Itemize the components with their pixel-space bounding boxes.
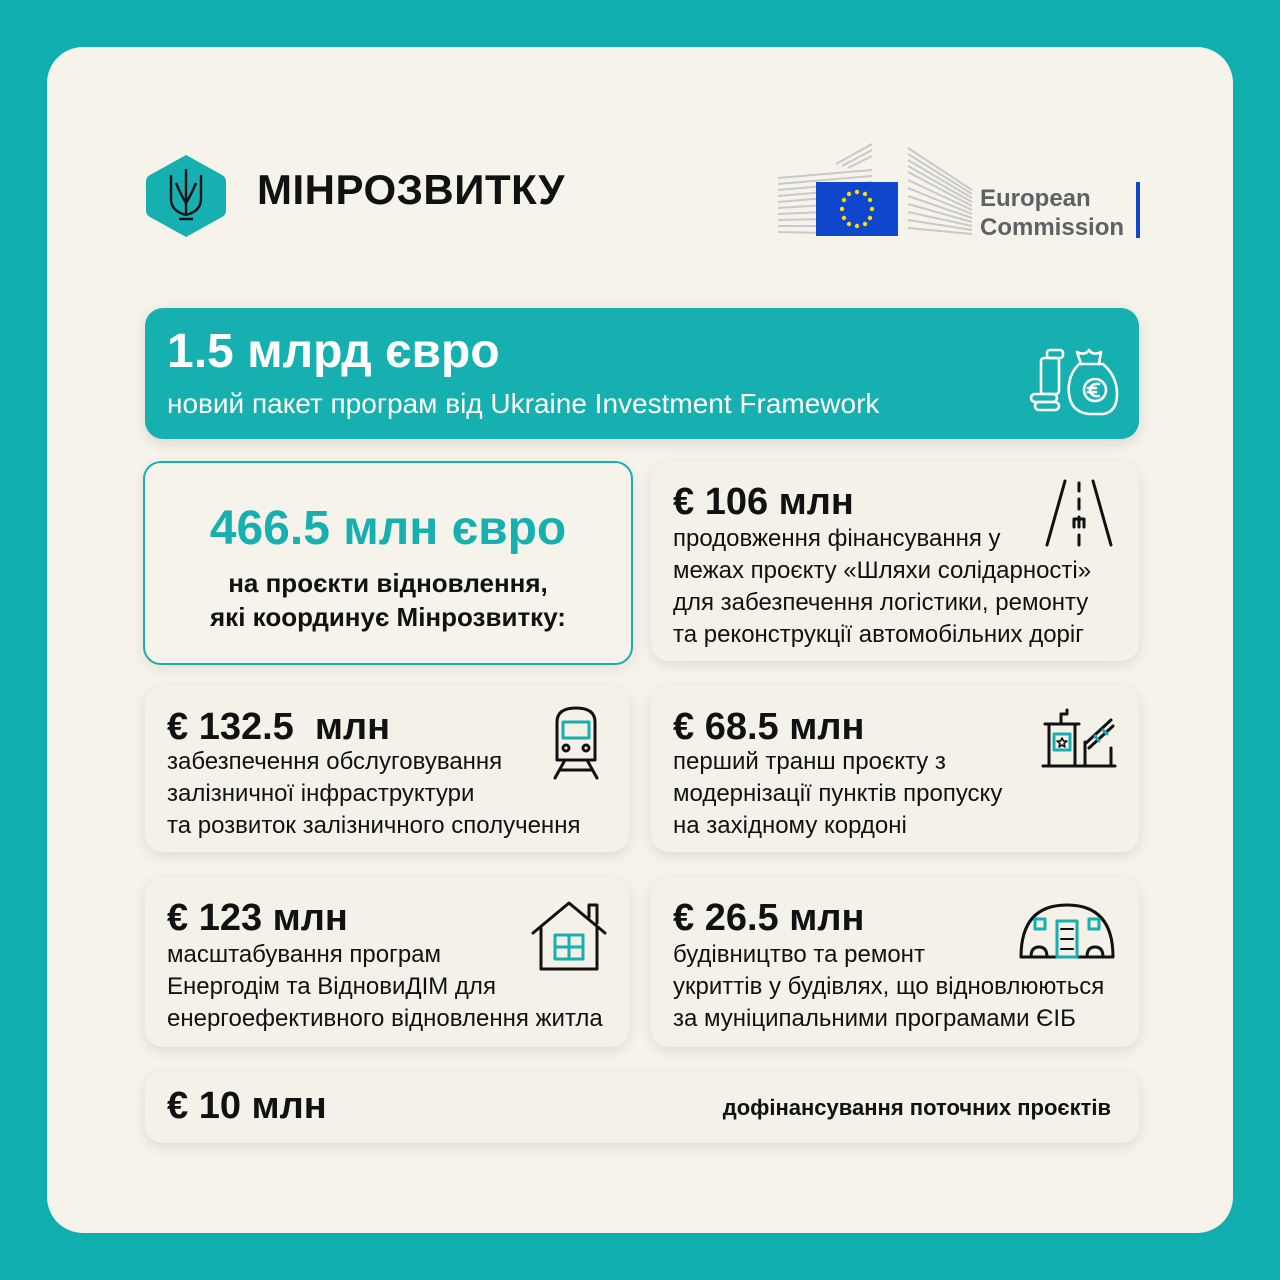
intro-box bbox=[143, 461, 633, 665]
description-line: будівництво та ремонт bbox=[673, 941, 925, 968]
description-line: залізничної інфраструктури bbox=[167, 780, 475, 807]
funding-amount: € 10 млн bbox=[167, 1085, 327, 1127]
description-line: за муніципальними програмами ЄІБ bbox=[673, 1005, 1076, 1032]
description-line: забезпечення обслуговування bbox=[167, 748, 503, 775]
funding-amount: € 106 млн bbox=[673, 481, 854, 523]
shelter-icon bbox=[1017, 899, 1117, 961]
description-line: масштабування програм bbox=[167, 941, 442, 968]
funding-description: дофінансування поточних проєктів bbox=[722, 1095, 1111, 1120]
ec-divider bbox=[1136, 182, 1140, 238]
funding-card-roads bbox=[651, 461, 1139, 661]
description-line: модернізації пунктів пропуску bbox=[673, 780, 1003, 807]
description-line: для забезпечення логістики, ремонту bbox=[673, 589, 1089, 616]
house-icon bbox=[529, 899, 609, 971]
description-line: межах проєкту «Шляхи солідарності» bbox=[673, 557, 1092, 584]
train-icon bbox=[543, 702, 609, 782]
total-banner bbox=[145, 308, 1139, 439]
funding-card-current-projects bbox=[145, 1071, 1139, 1143]
description-line: продовження фінансування у bbox=[673, 525, 1001, 552]
funding-amount: € 132.5 млн bbox=[167, 706, 391, 748]
trident-icon bbox=[143, 153, 229, 239]
description-line: укриттів у будівлях, що відновлюються bbox=[673, 973, 1105, 1000]
description-line: та реконструкції автомобільних доріг bbox=[673, 621, 1084, 648]
road-icon bbox=[1043, 477, 1115, 549]
description-line: та розвиток залізничного сполучення bbox=[167, 812, 581, 839]
intro-line-1: на проєкти відновлення, bbox=[228, 568, 548, 598]
description-line: перший транш проєкту з bbox=[673, 748, 946, 775]
ec-line2: Commission bbox=[980, 214, 1125, 241]
description-line: на західному кордоні bbox=[673, 812, 907, 839]
funding-description bbox=[673, 746, 1002, 842]
money-bag-icon bbox=[1027, 328, 1119, 420]
funding-amount: € 26.5 млн bbox=[673, 897, 865, 939]
funding-card-border bbox=[651, 686, 1139, 852]
funding-card-rail bbox=[145, 686, 629, 852]
intro-line-2: які координує Мінрозвитку: bbox=[210, 602, 566, 632]
funding-card-shelters bbox=[651, 877, 1139, 1047]
european-commission-wordmark bbox=[980, 184, 1124, 242]
intro-amount: 466.5 млн євро bbox=[209, 502, 567, 555]
funding-card-housing bbox=[145, 877, 629, 1047]
description-line: Енергодім та ВідновиДІМ для bbox=[167, 973, 496, 1000]
ec-line1: European bbox=[980, 185, 1091, 212]
funding-description bbox=[673, 523, 1091, 651]
funding-description bbox=[167, 746, 580, 842]
description-line: енергоефективного відновлення житла bbox=[167, 1005, 603, 1032]
banner-subtitle: новий пакет програм від Ukraine Investment Framework bbox=[167, 388, 880, 419]
brand-name: МІНРОЗВИТКУ bbox=[257, 166, 565, 213]
intro-description bbox=[145, 566, 631, 634]
funding-amount: € 68.5 млн bbox=[673, 706, 865, 748]
funding-amount: € 123 млн bbox=[167, 897, 348, 939]
banner-title: 1.5 млрд євро bbox=[167, 325, 500, 378]
border-checkpoint-icon bbox=[1041, 704, 1117, 770]
